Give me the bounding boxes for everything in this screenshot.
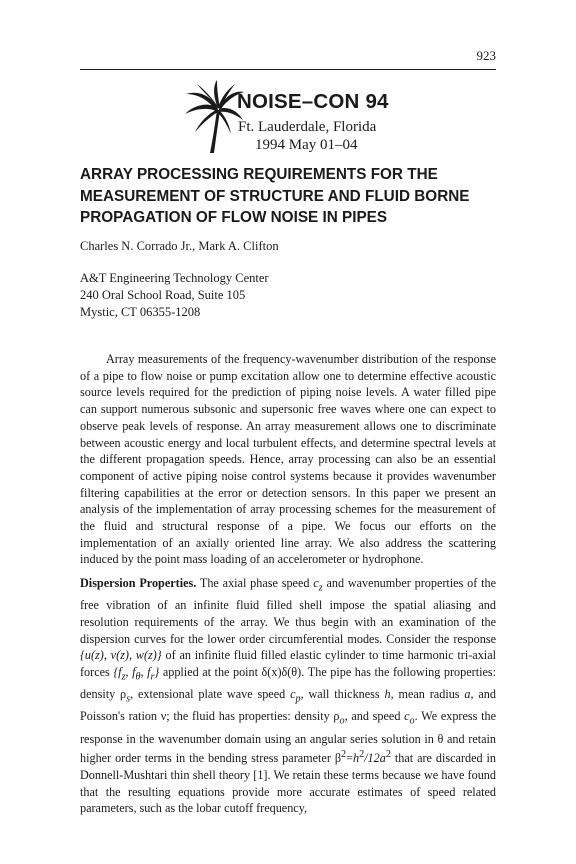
section-heading: Dispersion Properties. (80, 576, 197, 591)
dispersion-properties-paragraph: Dispersion Properties. The axial phase speed $c_z$ and wavenumber properties of the free vibration of an infinite fluid filled shell impose the spatial aliasing and resolution requirements of the array. We thus begin with an examination of the dispersion curves for the lower order circumferential modes. Consider the response {u(z), v(z), w(z)} of an infinite fluid filled elastic cylinder to time harmonic tri-axial forces {$f_z$, $f_\theta$, $f_r$} applied at the point δ(x)δ(θ). The pipe has the following properties: density $\rho_s$, extensional plate wave speed $c_p$, wall thickness h, mean radius a, and Poisson's ration ν; the fluid has properties: density $\rho_o$, and speed $c_o$. We express the response in the wavenumber domain using an angular series solution in θ and retain higher order terms in the bending stress parameter $\beta^2=h^2/12a^2$ that are discarded in Donnell-Mushtari thin shell theory [1]. We retain these terms because we have found that the resulting equations provide more accurate estimates of speed related parameters, such as the lobar cutoff frequency, (80, 576, 497, 816)
affiliation-line: 240 Oral School Road, Suite 105 (80, 288, 246, 302)
author-affiliation (80, 270, 269, 321)
paper-authors: Charles N. Corrado Jr., Mark A. Clifton (80, 239, 279, 253)
page-number: 923 (476, 48, 496, 63)
affiliation-line: Mystic, CT 06355-1208 (80, 305, 201, 319)
palm-tree-icon (183, 80, 245, 154)
abstract-paragraph: Array measurements of the frequency-wavenumber distribution of the response of a pipe to flow noise or pump excitation allow one to determine effective acoustic source levels required for the prediction of piping noise levels. A water filled pipe can support numerous subsonic and supersonic free waves where one can expect to observe peak levels of response. An array measurement allows one to discriminate between acoustic energy and local turbulent effects, and determine spectral levels at the different propagation speeds. Hence, array processing can also be an essential component of active piping noise control systems because it provides wavenumber filtering capabilities at the error or detection sensors. In this paper we present an analysis of the implementation of array processing schemes for the measurement of the fluid and structural response of a pipe. We focus our efforts on the implementation of an axially oriented line array. We also address the scattering induced by the point mass loading of an accelerometer or hydrophone. (80, 352, 496, 567)
title-line: ARRAY PROCESSING REQUIREMENTS FOR THE (80, 166, 438, 183)
title-line: MEASUREMENT OF STRUCTURE AND FLUID BORNE (80, 187, 470, 205)
affiliation-line: A&T Engineering Technology Center (80, 271, 269, 285)
paper-title (80, 164, 500, 229)
header-rule (80, 69, 496, 70)
conference-name: NOISE–CON 94 (237, 90, 389, 113)
conference-dates: 1994 May 01–04 (255, 137, 358, 153)
title-line: PROPAGATION OF FLOW NOISE IN PIPES (80, 209, 388, 226)
conference-location: Ft. Lauderdale, Florida (238, 119, 377, 135)
paper-body (80, 351, 496, 824)
